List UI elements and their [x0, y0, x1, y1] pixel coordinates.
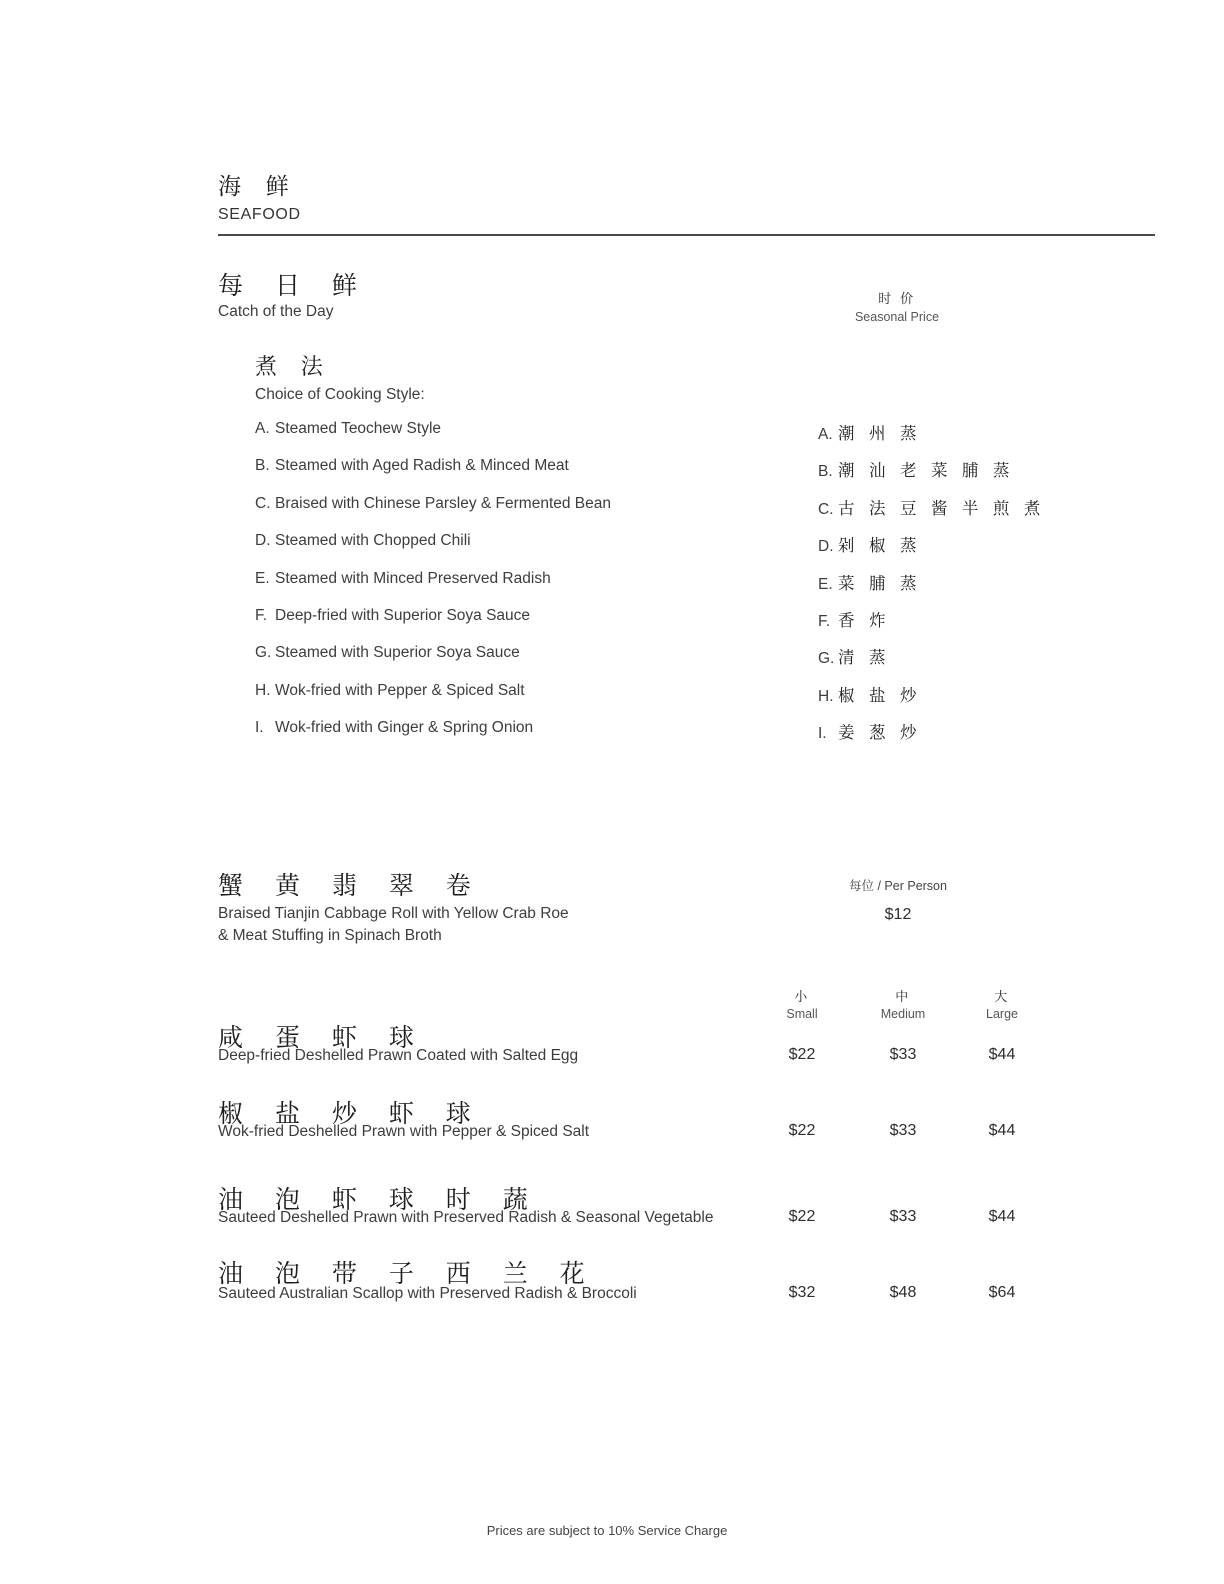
style-letter-zh: I.	[818, 725, 827, 743]
cooking-style-list	[255, 420, 1135, 757]
size-col-large	[960, 986, 1044, 1021]
style-letter: G.	[255, 644, 272, 662]
style-letter-zh: F.	[818, 612, 831, 630]
dish-price-medium: $33	[889, 1208, 917, 1225]
cooking-style-title-en: Choice of Cooking Style:	[255, 386, 425, 403]
style-letter: A.	[255, 420, 270, 437]
size-medium-en: Medium	[880, 1007, 926, 1021]
style-letter: B.	[255, 457, 270, 475]
catch-of-day-title-zh: 每 日 鲜	[218, 272, 370, 300]
style-zh: 姜 葱 炒	[838, 724, 922, 743]
dish-name-zh: 油 泡 虾 球 时 蔬	[218, 1186, 541, 1214]
style-en: Braised with Chinese Parsley & Fermented Bean	[275, 494, 611, 512]
dish-price-medium: $48	[889, 1284, 917, 1301]
dish-price-medium: $33	[889, 1046, 917, 1063]
style-letter-zh: G.	[818, 650, 835, 668]
featured-dish-price-block	[828, 876, 968, 924]
style-letter-zh: H.	[818, 687, 834, 705]
featured-dish-name-en-line2: & Meat Stuffing in Spinach Broth	[218, 927, 442, 944]
dish-name-en: Sauteed Australian Scallop with Preserved Radish & Broccoli	[218, 1285, 637, 1302]
style-en: Deep-fried with Superior Soya Sauce	[275, 606, 531, 624]
section-divider	[218, 234, 1155, 236]
style-en: Wok-fried with Ginger & Spring Onion	[275, 719, 534, 737]
style-letter-zh: A.	[818, 426, 833, 443]
style-zh: 清 蒸	[838, 649, 891, 668]
dish-name-zh: 油 泡 带 子 西 兰 花	[218, 1260, 598, 1288]
style-zh: 古 法 豆 酱 半 煎 煮	[838, 499, 1046, 518]
dish-price-large: $64	[988, 1284, 1016, 1301]
size-large-zh: 大	[994, 989, 1010, 1004]
style-letter-zh: C.	[818, 500, 834, 518]
dish-name-zh: 椒 盐 炒 虾 球	[218, 1100, 484, 1128]
style-zh: 香 炸	[838, 611, 891, 630]
dish-name-zh: 咸 蛋 虾 球	[218, 1024, 427, 1052]
featured-dish-name-zh: 蟹 黄 翡 翠 卷	[218, 872, 484, 900]
dish-price-large: $44	[988, 1046, 1016, 1063]
style-en: Wok-fried with Pepper & Spiced Salt	[275, 681, 525, 699]
cooking-style-row	[255, 532, 1135, 569]
style-letter: F.	[255, 606, 268, 624]
style-letter: H.	[255, 681, 271, 699]
style-letter: C.	[255, 494, 271, 512]
size-large-en: Large	[986, 1007, 1018, 1021]
featured-dish-name-en-line1: Braised Tianjin Cabbage Roll with Yellow Crab Roe	[218, 905, 569, 922]
style-en: Steamed with Superior Soya Sauce	[275, 644, 520, 662]
style-zh: 椒 盐 炒	[838, 686, 922, 705]
featured-dish-name-en	[218, 903, 569, 947]
cooking-style-row	[255, 495, 1135, 532]
dish-price-large: $44	[988, 1208, 1016, 1225]
dish-price-small: $22	[788, 1122, 816, 1139]
dish-price-medium: $33	[889, 1122, 917, 1139]
seasonal-price-zh: 时 价	[878, 291, 916, 306]
dish-name-en: Sauteed Deshelled Prawn with Preserved Radish & Seasonal Vegetable	[218, 1209, 714, 1226]
seasonal-price-en: Seasonal Price	[854, 310, 940, 324]
section-title-en: SEAFOOD	[218, 206, 301, 223]
dish-price-small: $22	[788, 1208, 816, 1225]
dish-name-en: Wok-fried Deshelled Prawn with Pepper & Spiced Salt	[218, 1123, 590, 1140]
dish-name-en: Deep-fried Deshelled Prawn Coated with Salted Egg	[218, 1047, 579, 1064]
style-zh: 潮 汕 老 菜 脯 蒸	[838, 462, 1015, 481]
section-title-zh: 海 鲜	[218, 173, 298, 199]
cooking-style-row	[255, 644, 1135, 681]
style-en: Steamed with Aged Radish & Minced Meat	[275, 457, 569, 475]
featured-dish-price: $12	[884, 906, 912, 923]
cooking-style-row	[255, 457, 1135, 494]
size-col-small	[760, 986, 844, 1021]
style-letter-zh: E.	[818, 575, 833, 593]
style-letter-zh: D.	[818, 538, 834, 556]
style-letter-zh: B.	[818, 463, 833, 481]
cooking-style-row	[255, 420, 1135, 457]
cooking-style-row	[255, 719, 1135, 756]
size-small-zh: 小	[794, 989, 810, 1004]
per-person-label: 每位 / Per Person	[849, 879, 947, 893]
dish-price-small: $32	[788, 1284, 816, 1301]
style-zh: 剁 椒 蒸	[838, 537, 922, 556]
style-zh: 潮 州 蒸	[838, 425, 922, 443]
style-zh: 菜 脯 蒸	[838, 574, 922, 593]
catch-of-day-title-en: Catch of the Day	[218, 303, 334, 320]
dish-price-small: $22	[788, 1046, 816, 1063]
size-small-en: Small	[786, 1007, 818, 1021]
style-letter: D.	[255, 532, 271, 550]
cooking-style-title-zh: 煮 法	[255, 354, 332, 379]
cooking-style-row	[255, 682, 1135, 719]
style-en: Steamed Teochew Style	[275, 420, 442, 437]
size-medium-zh: 中	[895, 989, 911, 1004]
style-letter: E.	[255, 569, 270, 587]
service-charge-note: Prices are subject to 10% Service Charge	[486, 1523, 728, 1538]
cooking-style-row	[255, 607, 1135, 644]
cooking-style-row	[255, 570, 1135, 607]
size-col-medium	[861, 986, 945, 1021]
style-en: Steamed with Minced Preserved Radish	[275, 569, 551, 587]
style-en: Steamed with Chopped Chili	[275, 532, 471, 550]
seasonal-price-block	[822, 288, 972, 324]
dish-price-large: $44	[988, 1122, 1016, 1139]
style-letter: I.	[255, 719, 264, 737]
